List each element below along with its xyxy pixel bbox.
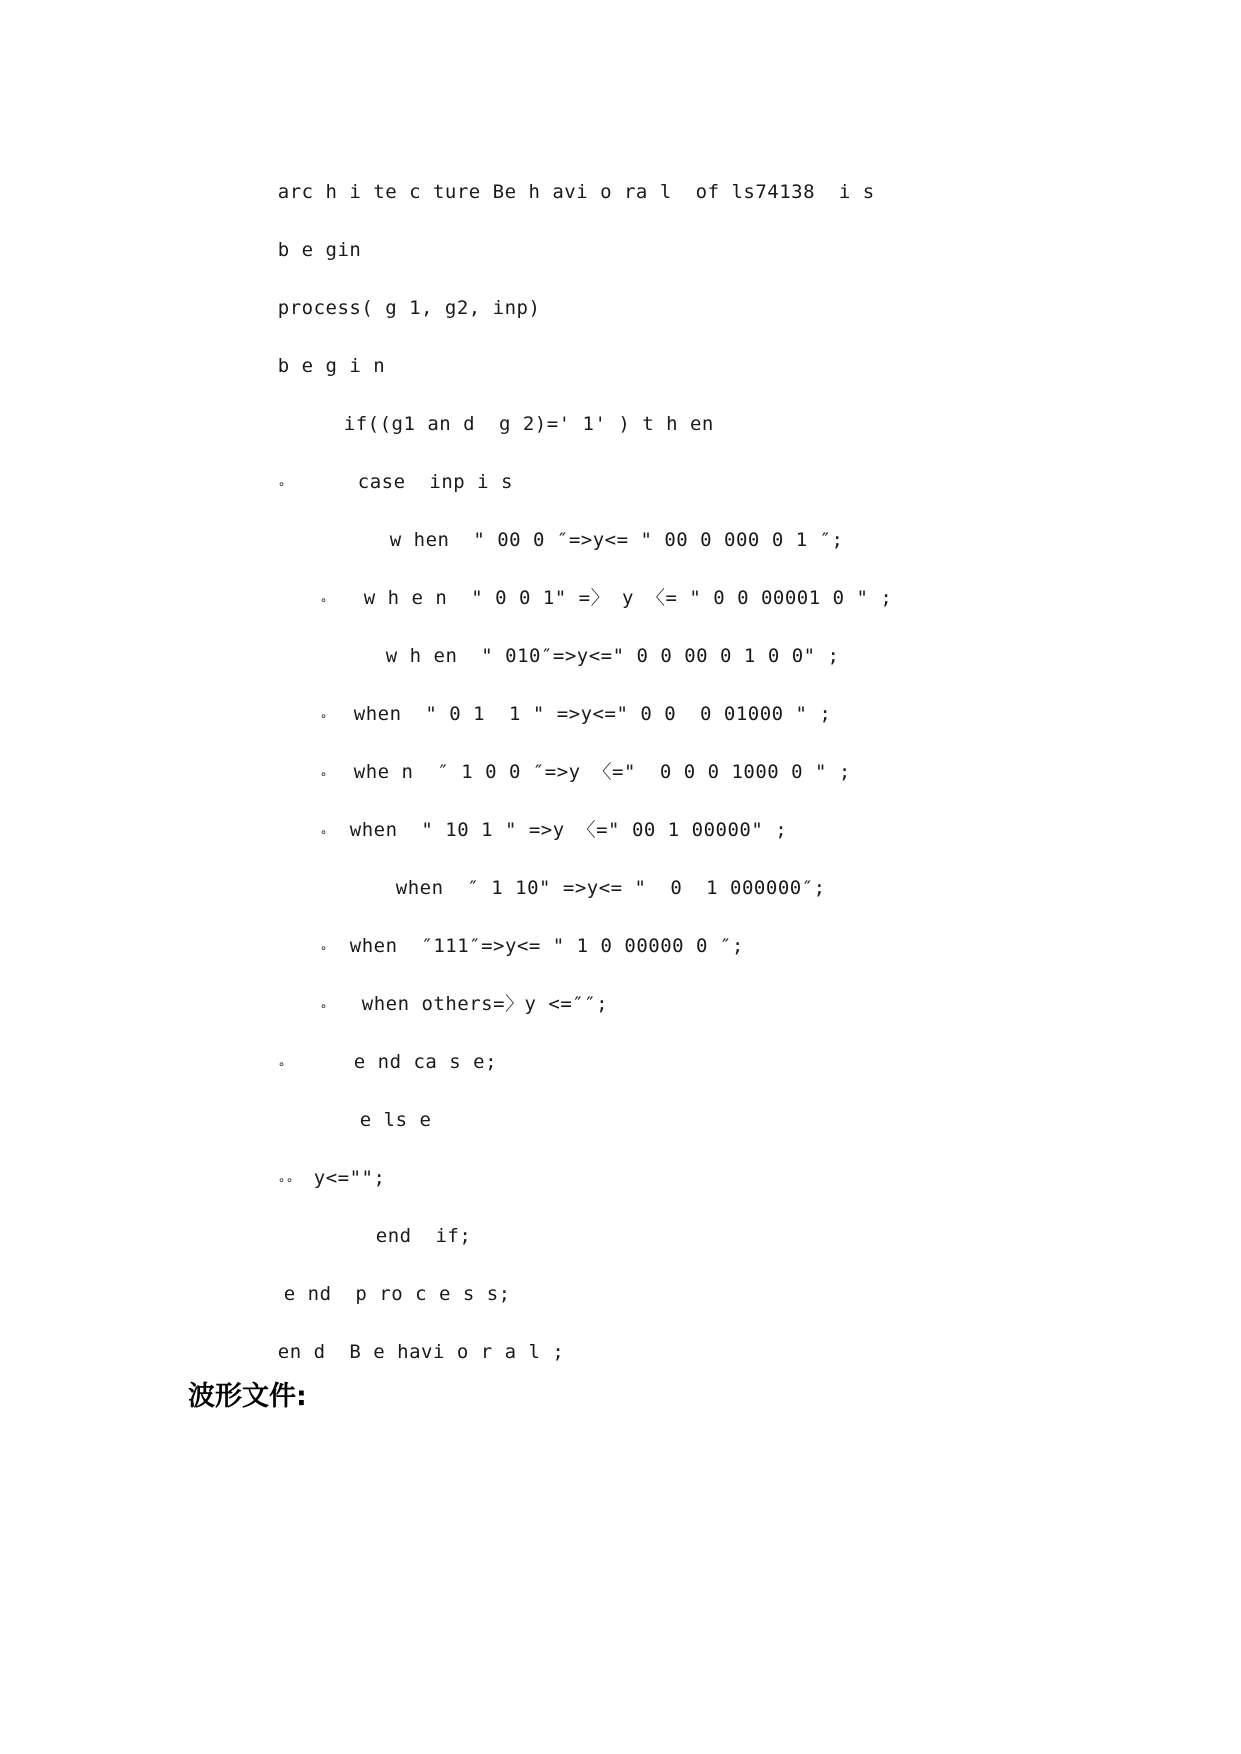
code-line-21 bbox=[230, 1316, 564, 1388]
code-text: e nd ca s e; bbox=[353, 1051, 498, 1073]
bullet-marker: ∘ bbox=[319, 999, 328, 1013]
code-text: when ″ 1 10" =>y<= " 0 1 000000″; bbox=[395, 877, 826, 899]
code-text: whe n ″ 1 0 0 ″=>y 〈=" 0 0 0 1000 0 " ; bbox=[353, 761, 851, 783]
bullet-marker: ∘ bbox=[319, 941, 328, 955]
code-text: arc h i te c ture Be h avi o ra l of ls74138 i s bbox=[277, 181, 875, 203]
section-heading: 波形文件: bbox=[188, 1381, 307, 1412]
code-text: case inp i s bbox=[357, 471, 513, 493]
code-text: when " 10 1 " =>y 〈=" 00 1 00000" ; bbox=[349, 819, 788, 841]
code-text: if((g1 an d g 2)=' 1' ) t h en bbox=[343, 413, 714, 435]
code-text: process( g 1, g2, inp) bbox=[277, 297, 541, 319]
bullet-marker: ∘ bbox=[319, 709, 328, 723]
code-text: b e g i n bbox=[277, 355, 386, 377]
code-text: when others=〉y <=″″; bbox=[361, 993, 609, 1015]
code-text: w hen " 00 0 ″=>y<= " 00 0 000 0 1 ″; bbox=[389, 529, 844, 551]
code-text: w h e n " 0 0 1" =〉 y 〈= " 0 0 00001 0 " ; bbox=[363, 587, 893, 609]
code-text: when ″111″=>y<= " 1 0 00000 0 ″; bbox=[349, 935, 744, 957]
bullet-marker: ∘ bbox=[277, 1057, 286, 1071]
code-text: e ls e bbox=[359, 1109, 432, 1131]
code-text: when " 0 1 1 " =>y<=" 0 0 0 01000 " ; bbox=[353, 703, 832, 725]
bullet-marker: ∘ bbox=[319, 593, 328, 607]
code-text: end if; bbox=[375, 1225, 472, 1247]
bullet-marker: ∘ bbox=[277, 477, 286, 491]
code-text: b e gin bbox=[277, 239, 362, 261]
bullet-marker: ∘ bbox=[319, 767, 328, 781]
code-text: y<=""; bbox=[313, 1167, 386, 1189]
code-text: en d B e havi o r a l ; bbox=[277, 1341, 565, 1363]
bullet-marker: ∘∘ bbox=[277, 1173, 294, 1187]
bullet-marker: ∘ bbox=[319, 825, 328, 839]
code-text: e nd p ro c e s s; bbox=[283, 1283, 511, 1305]
code-text: w h en " 010″=>y<=" 0 0 00 0 1 0 0" ; bbox=[385, 645, 840, 667]
